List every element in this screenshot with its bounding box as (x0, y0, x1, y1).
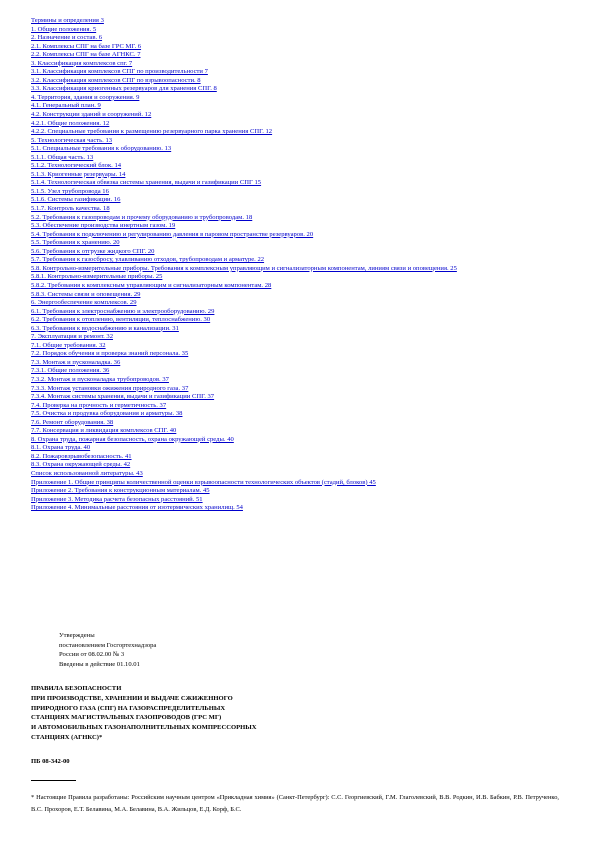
toc-link[interactable]: 5.6. Требования к отгрузке жидкого СПГ. 20 (31, 247, 155, 255)
toc-link[interactable]: 7.3.4. Монтаж системы хранения, выдачи и газификации СПГ. 37 (31, 393, 215, 401)
toc-link[interactable]: 2. Назначение и состав. 6 (31, 34, 103, 42)
toc-link[interactable]: 5.1.5. Узел трубопровода 16 (31, 187, 109, 195)
title-line: И АВТОМОБИЛЬНЫХ ГАЗОНАПОЛНИТЕЛЬНЫХ КОМПРЕССОРНЫХ (31, 724, 257, 732)
toc-link[interactable]: 4.1. Генеральный план. 9 (31, 102, 101, 110)
toc-link[interactable]: Приложение 3. Методика расчета безопасных расстояний. 51 (31, 495, 203, 503)
toc-link[interactable]: Приложение 1. Общие принципы количественной оценки взрывоопасности технологических объектов (стадий, блоков) 45 (31, 478, 376, 486)
toc-link[interactable]: 3. Классификация комплексов спг. 7 (31, 59, 133, 67)
toc-link[interactable]: 6.2. Требования к отоплению, вентиляции, теплоснабжению. 30 (31, 316, 211, 324)
toc-link[interactable]: 7.3.3. Монтаж установки ожижения природного газа. 37 (31, 384, 189, 392)
toc-link[interactable]: 6.3. Требования к водоснабжению и канализации. 31 (31, 324, 179, 332)
toc-link[interactable]: 5.1.2. Технологический блок. 14 (31, 162, 122, 170)
toc-link[interactable]: 5.1.7. Контроль качества. 18 (31, 205, 110, 213)
toc-link[interactable]: 3.2. Классификация комплексов СПГ по взрывоопасности. 8 (31, 76, 201, 84)
toc-link[interactable]: 5.8.2. Требования к комплексным управляющим и сигнализаторным компонентам. 28 (31, 281, 272, 289)
toc-link[interactable]: Приложение 4. Минимальные расстояния от изотермических хранилищ. 54 (31, 504, 243, 512)
toc-link[interactable]: 7. Эксплуатация и ремонт. 32 (31, 333, 113, 341)
toc-link[interactable]: 5. Технологическая часть. 13 (31, 136, 113, 144)
title-line: ПРИ ПРОИЗВОДСТВЕ, ХРАНЕНИИ И ВЫДАЧЕ СЖИЖЕННОГО (31, 694, 233, 702)
approval-line: постановлением Госгортехнадзора (59, 641, 157, 649)
title-line: СТАНЦИЯХ (АГНКС)* (31, 733, 103, 741)
approval-line: Утверждены (59, 632, 95, 639)
title-line: ПРАВИЛА БЕЗОПАСНОСТИ (31, 685, 122, 692)
toc-link[interactable]: 6. Энергообеспечение комплексов. 29 (31, 299, 137, 307)
toc-link[interactable]: 2.2. Комплексы СПГ на базе АГНКС. 7 (31, 51, 141, 59)
toc-link[interactable]: 8.2. Пожаровзрывобезопасность. 41 (31, 452, 132, 460)
toc-link[interactable]: 5.1.6. Системы газификации. 16 (31, 196, 121, 204)
footnote-divider (31, 780, 76, 781)
toc-link[interactable]: Приложение 2. Требования к конструкционным материалам. 45 (31, 487, 210, 495)
toc-link[interactable]: 7.4. Проверка на прочность и герметичность. 37 (31, 401, 167, 409)
toc-link[interactable]: 5.1.3. Криогенные резервуары. 14 (31, 170, 126, 178)
approval-line: Введены в действие 01.10.01 (59, 660, 140, 668)
toc-link[interactable]: 7.7. Консервация и ликвидация комплексов СПГ. 40 (31, 427, 177, 435)
toc-link[interactable]: 7.6. Ремонт оборудования. 38 (31, 418, 114, 426)
toc-link[interactable]: 5.7. Требования к газосбросу, улавливанию отходов, трубопроводам и арматуре. 22 (31, 256, 265, 264)
toc-link[interactable]: 5.1.4. Технологическая обвязка системы хранения, выдачи и газификации СПГ 15 (31, 179, 262, 187)
title-line: ПРИРОДНОГО ГАЗА (СПГ) НА ГАЗОРАСПРЕДЕЛИТЕЛЬНЫХ (31, 704, 226, 712)
table-of-contents (31, 17, 579, 513)
toc-link[interactable]: 7.1. Общие требования. 32 (31, 341, 106, 349)
document-title (31, 684, 451, 743)
toc-link[interactable]: 8.1. Охрана труда. 40 (31, 444, 91, 452)
toc-link[interactable]: 5.4. Требования к подключению и регулированию давления в паровом пространстве резервуаров. 20 (31, 230, 314, 238)
toc-link[interactable]: 7.3.2. Монтаж и пусконаладка трубопроводов. 37 (31, 375, 169, 383)
toc-link[interactable]: 4.2. Конструкции зданий и сооружений. 12 (31, 111, 152, 119)
toc-link[interactable]: 1. Общие положения. 5 (31, 25, 97, 33)
toc-link[interactable]: 3.3. Классификация криогенных резервуаров для хранения СПГ. 8 (31, 85, 217, 93)
toc-link[interactable]: 4. Территория, здания и сооружения. 9 (31, 93, 140, 101)
toc-link[interactable]: Список использованной литературы. 43 (31, 469, 143, 477)
toc-link[interactable]: 5.8.1. Контрольно-измерительные приборы. 25 (31, 273, 163, 281)
toc-link[interactable]: 3.1. Классификация комплексов СПГ по производительности 7 (31, 68, 208, 76)
toc-link[interactable]: 5.1.1. Общая часть. 13 (31, 153, 94, 161)
title-line: СТАНЦИЯХ МАГИСТРАЛЬНЫХ ГАЗОПРОВОДОВ (ГРС МГ) (31, 714, 222, 722)
approval-block (59, 631, 156, 669)
toc-link[interactable]: 7.3.1. Общие положения. 36 (31, 367, 110, 375)
document-code: ПБ 08-342-00 (31, 758, 70, 765)
toc-link[interactable]: 5.8. Контрольно-измерительные приборы. Требования к комплексным управляющим и сигнализаторным компонентам, линиям связи и оповещения. 25 (31, 264, 457, 272)
toc-link[interactable]: 5.3. Обеспечение производства инертным газом. 19 (31, 222, 176, 230)
footnote: * Настоящие Правила разработаны: Российским научным центром «Прикладная химия» (Санкт-Петербург): С.С. Георгиевский, Г.М. Глаголевский, В.В. Родкин, И.В. Бабкин, Р.В. Петрученко, В.С. Прохоров, Е.Т. Белавина, М.А. Белавина, В.А. Жильцов, Е.Д. Корф, Б.С. (31, 794, 559, 814)
toc-link[interactable]: 7.2. Порядок обучения и проверка знаний персонала. 35 (31, 350, 189, 358)
toc-link[interactable]: 5.2. Требования к газопроводам и прочему оборудованию и трубопроводам. 18 (31, 213, 253, 221)
toc-link[interactable]: 5.1. Специальные требования к оборудованию. 13 (31, 145, 172, 153)
toc-link[interactable]: 4.2.2. Специальные требования к размещению резервуарного парка хранения СПГ. 12 (31, 128, 273, 136)
toc-link[interactable]: 8. Охрана труда, пожарная безопасность, охрана окружающей среды. 40 (31, 435, 234, 443)
toc-link[interactable]: 8.3. Охрана окружающей среды. 42 (31, 461, 131, 469)
toc-link[interactable]: 4.2.1. Общие положения. 12 (31, 119, 110, 127)
toc-link[interactable]: 2.1. Комплексы СПГ на базе ГРС МГ. 6 (31, 42, 142, 50)
toc-link[interactable]: 5.5. Требования к хранению. 20 (31, 239, 120, 247)
toc-link[interactable]: 7.3. Монтаж и пусконаладка. 36 (31, 358, 121, 366)
toc-link[interactable]: 7.5. Очистка и продувка оборудования и арматуры. 38 (31, 410, 183, 418)
toc-link[interactable]: 5.8.3. Системы связи и оповещения. 29 (31, 290, 141, 298)
toc-link[interactable]: 6.1. Требования к электроснабжению и электрооборудованию. 29 (31, 307, 215, 315)
approval-line: России от 08.02.00 № 3 (59, 651, 125, 659)
toc-link[interactable]: Термины и определения 3 (31, 17, 104, 24)
